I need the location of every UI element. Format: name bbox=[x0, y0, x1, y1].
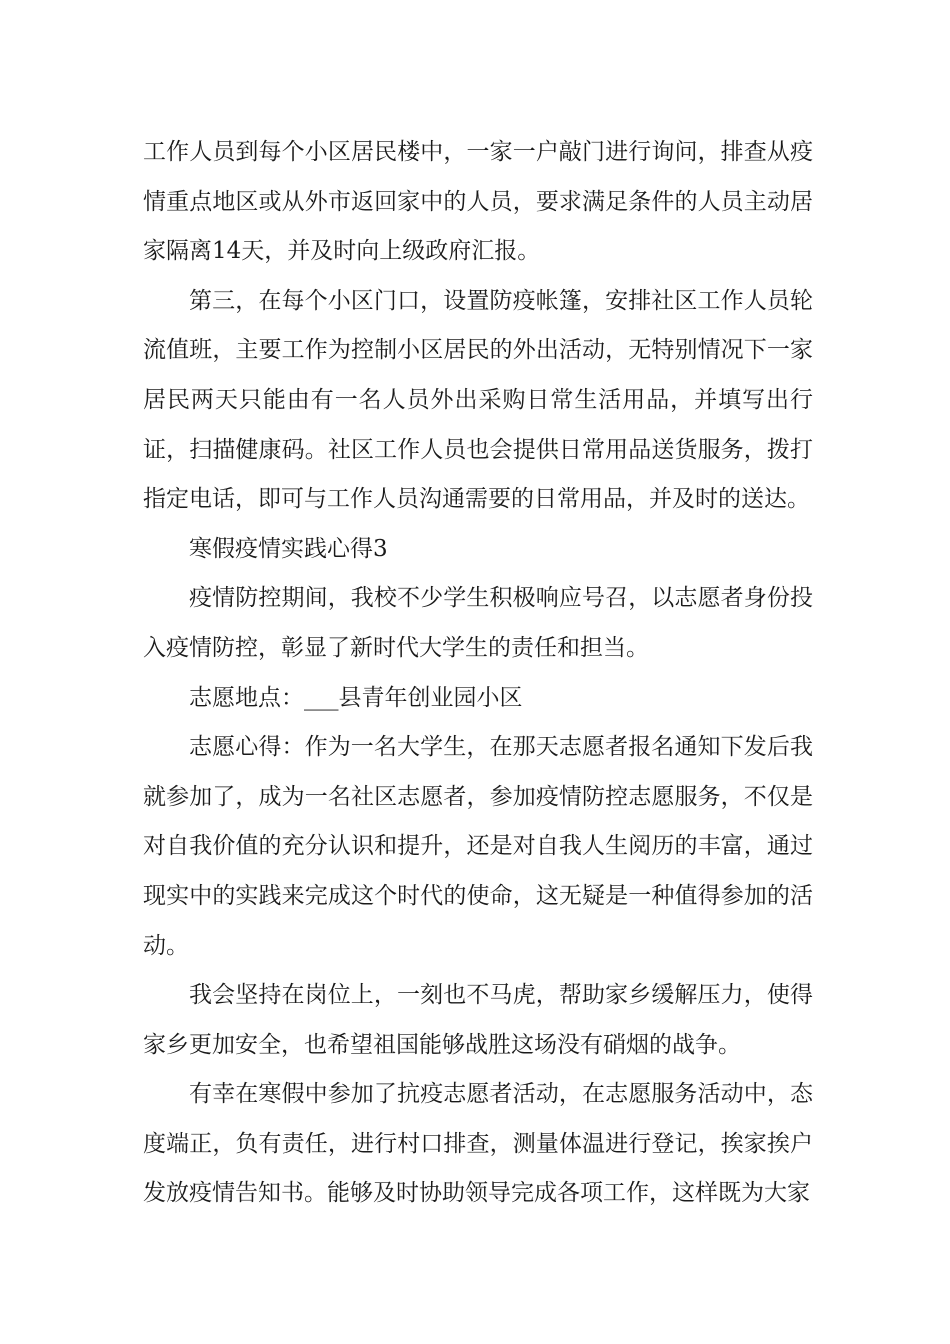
paragraph-6: 有幸在寒假中参加了抗疫志愿者活动，在志愿服务活动中，态度端正，负有责任，进行村口排查，测量体温进行登记，挨家挨户发放疫情告知书。能够及时协助领导完成各项工作，这样既为大家 bbox=[143, 1081, 813, 1207]
paragraph-5: 我会坚持在岗位上，一刻也不马虎，帮助家乡缓解压力，使得家乡更加安全，也希望祖国能够战胜这场没有硝烟的战争。 bbox=[143, 982, 813, 1058]
section-heading: 寒假疫情实践心得3 bbox=[189, 535, 388, 562]
paragraph-4: 志愿心得：作为一名大学生，在那天志愿者报名通知下发后我就参加了，成为一名社区志愿者，参加疫情防控志愿服务，不仅是对自我价值的充分认识和提升，还是对自我人生阅历的丰富，通过现实中的实践来完成这个时代的使命，这无疑是一种值得参加的活动。 bbox=[143, 734, 813, 959]
volunteer-location: 志愿地点：___县青年创业园小区 bbox=[189, 684, 523, 711]
paragraph-3: 疫情防控期间，我校不少学生积极响应号召，以志愿者身份投入疫情防控，彰显了新时代大学生的责任和担当。 bbox=[143, 585, 813, 661]
paragraph-2: 第三，在每个小区门口，设置防疫帐篷，安排社区工作人员轮流值班，主要工作为控制小区居民的外出活动，无特别情况下一家居民两天只能由有一名人员外出采购日常生活用品，并填写出行证，扫描健康码。社区工作人员也会提供日常用品送货服务，拨打指定电话，即可与工作人员沟通需要的日常用品，并及时的送达。 bbox=[143, 287, 813, 513]
document-body bbox=[143, 128, 813, 1219]
paragraph-1: 工作人员到每个小区居民楼中，一家一户敲门进行询问，排查从疫情重点地区或从外市返回家中的人员，要求满足条件的人员主动居家隔离14天，并及时向上级政府汇报。 bbox=[143, 139, 813, 265]
